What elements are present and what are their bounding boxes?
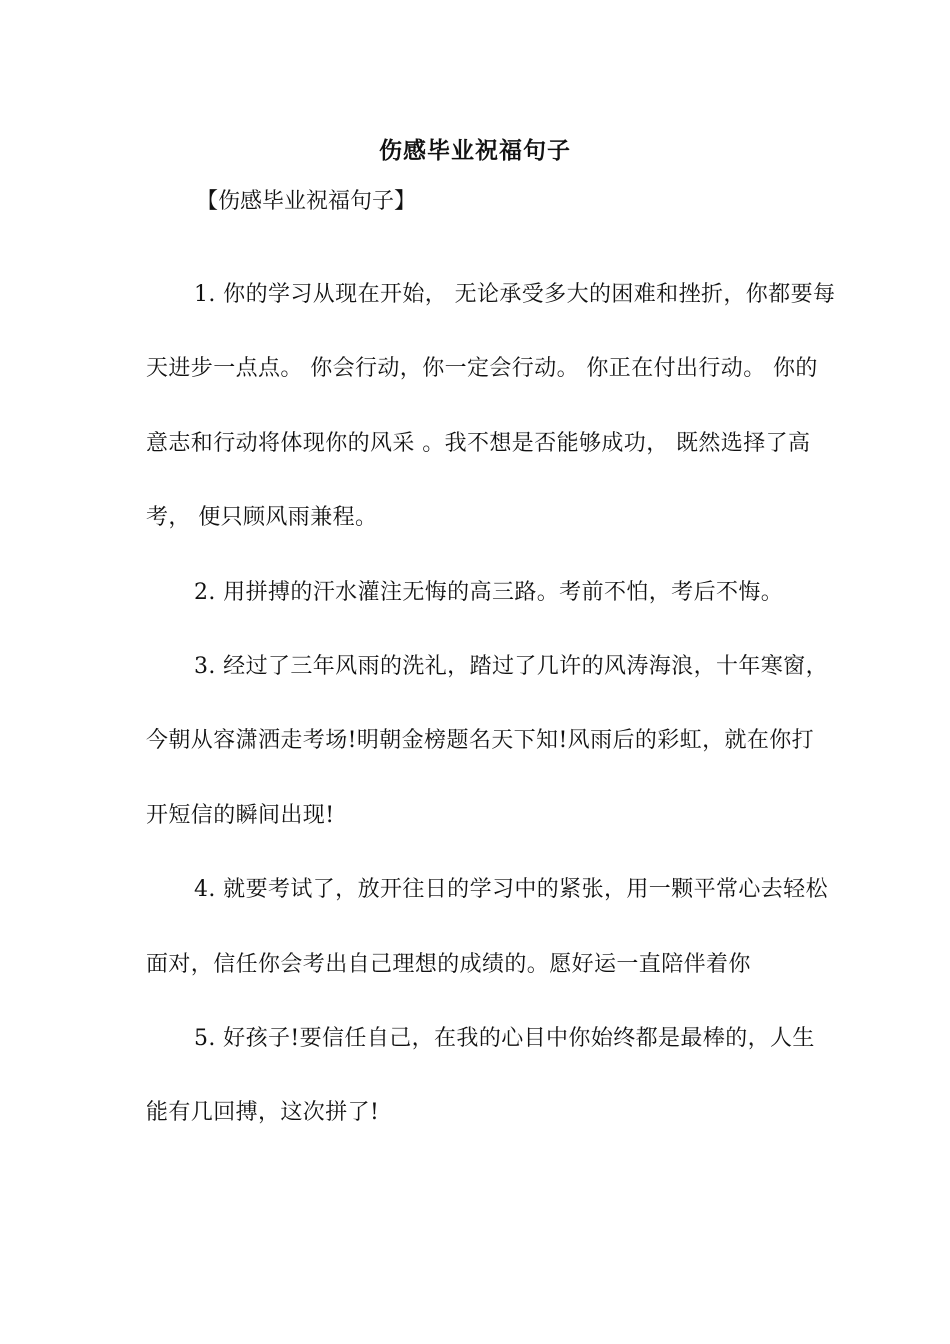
paragraph-1: 1. 你的学习从现在开始， 无论承受多大的困难和挫折，你都要每天进步一点点。 你会行动，你一定会行动。 你正在付出行动。 你的意志和行动将体现你的风采 。我不想是否能够成功， 既然选择了高考， 便只顾风雨兼程。 [146,282,836,531]
paragraph-5: 5. 好孩子!要信任自己，在我的心目中你始终都是最棒的，人生能有几回搏，这次拼了! [146,1026,815,1126]
document-body [146,258,836,1151]
paragraph-2: 2. 用拼搏的汗水灌注无悔的高三路。考前不怕，考后不悔。 [194,579,784,605]
section-heading: 【伤感毕业祝福句子】 [196,189,417,214]
paragraph-4: 4. 就要考试了，放开往日的学习中的紧张，用一颗平常心去轻松面对，信任你会考出自己理想的成绩的。愿好运一直陪伴着你 [146,877,828,977]
page-title: 伤感毕业祝福句子 [379,137,571,164]
paragraph-3: 3. 经过了三年风雨的洗礼，踏过了几许的风涛海浪，十年寒窗，今朝从容潇洒走考场!明朝金榜题名天下知!风雨后的彩虹，就在你打开短信的瞬间出现! [146,654,828,828]
